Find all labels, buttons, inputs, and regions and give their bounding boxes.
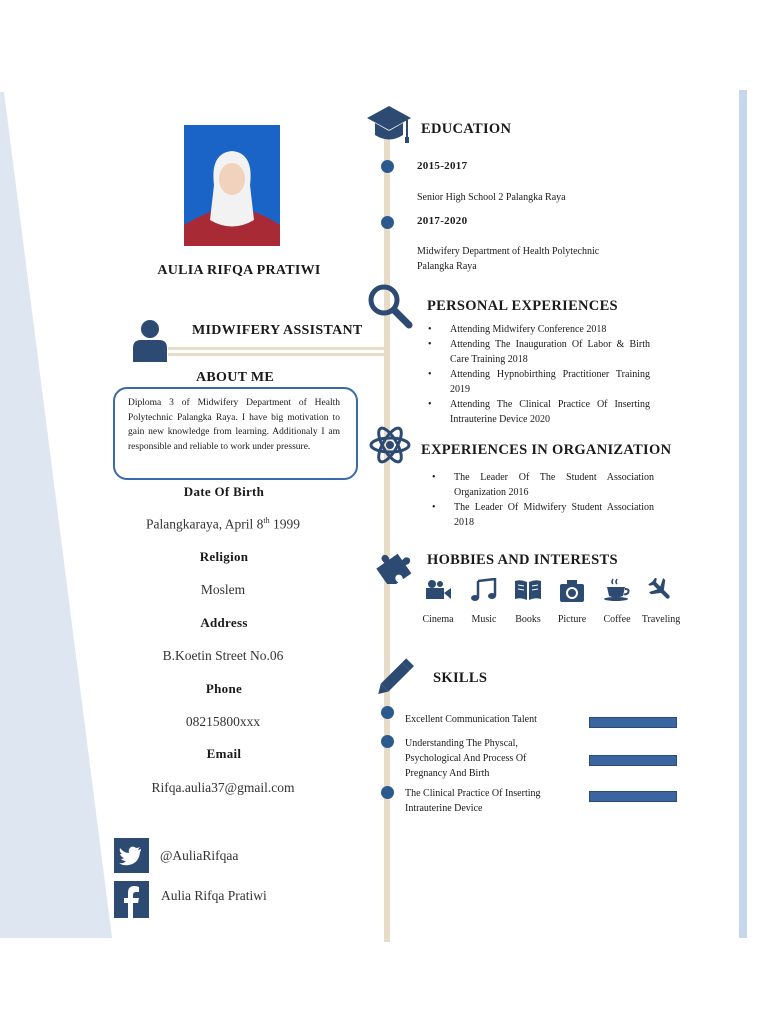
atom-icon: [369, 424, 411, 466]
book-icon: [513, 578, 543, 602]
airplane-icon: [646, 578, 676, 602]
email-label: Email: [206, 746, 242, 761]
left-panel-background: [0, 0, 120, 1024]
organization-list: [432, 470, 654, 530]
hobby-label: Coffee: [603, 614, 631, 625]
list-item: • The Leader Of The Student Association Organization 2016: [432, 470, 654, 500]
dob-value-sup: th: [263, 516, 270, 525]
facebook-name[interactable]: Aulia Rifqa Pratiwi: [161, 888, 267, 903]
list-item: • Attending Hypnobirthing Practitioner Training 2019: [428, 367, 650, 397]
timeline-dot: [381, 706, 394, 719]
twitter-icon[interactable]: [114, 838, 149, 873]
right-edge-bar: [739, 90, 747, 938]
address-value: B.Koetin Street No.06: [162, 648, 284, 663]
dob-value-main: Palangkaraya, April 8: [146, 516, 264, 532]
twitter-handle[interactable]: @AuliaRifqaa: [160, 848, 239, 863]
education-school: Midwifery Department of Health Polytechnic Palangka Raya: [417, 246, 600, 272]
skill-label: Understanding The Physcal, Psychological And Process Of Pregnancy And Birth: [405, 738, 527, 779]
phone-label: Phone: [205, 681, 243, 696]
dob-value: [110, 516, 336, 533]
list-item: • Attending The Inauguration Of Labor & Birth Care Training 2018: [428, 337, 650, 367]
music-note-icon: [469, 578, 499, 602]
phone-value: 08215800xxx: [185, 714, 261, 729]
pencil-icon: [374, 654, 420, 698]
address-label: Address: [200, 615, 248, 630]
education-school: Senior High School 2 Palangka Raya: [417, 192, 566, 203]
camera-icon: [557, 578, 587, 604]
graduation-cap-icon: [366, 104, 412, 146]
list-item: • Attending The Clinical Practice Of Inserting Intrauterine Device 2020: [428, 397, 650, 427]
timeline-dot: [381, 735, 394, 748]
job-title: MIDWIFERY ASSISTANT: [192, 323, 363, 338]
education-years: 2015-2017: [417, 160, 468, 172]
dob-label: Date Of Birth: [183, 484, 265, 499]
hobby-picture: [549, 578, 595, 625]
person-icon: [131, 318, 169, 362]
list-item: • Attending Midwifery Conference 2018: [428, 322, 650, 337]
hobby-label: Books: [515, 614, 541, 625]
video-camera-icon: [423, 578, 453, 602]
facebook-icon[interactable]: [114, 881, 149, 918]
list-item: • The Leader Of Midwifery Student Association 2018: [432, 500, 654, 530]
education-title: EDUCATION: [421, 121, 512, 137]
connector-line: [168, 347, 384, 350]
hobby-cinema: [415, 578, 461, 625]
religion-value: Moslem: [200, 582, 246, 597]
timeline-dot: [381, 786, 394, 799]
skill-label: The Clinical Practice Of Inserting Intrauterine Device: [405, 788, 541, 814]
skill-bar: [589, 791, 677, 802]
about-text: Diploma 3 of Midwifery Department of Health Polytechnic Palangka Raya. I have big motivation to gain new knowledge from learning. Additionaly I am responsible and reliable to work under pressure.: [128, 398, 340, 452]
timeline-dot: [381, 160, 394, 173]
hobby-coffee: [594, 578, 640, 625]
profile-photo: [184, 125, 280, 246]
religion-label: Religion: [199, 549, 249, 564]
connector-line: [168, 353, 384, 356]
organization-title: EXPERIENCES IN ORGANIZATION: [421, 442, 672, 458]
dob-value-end: 1999: [269, 516, 300, 532]
hobby-music: [461, 578, 507, 625]
email-value: Rifqa.aulia37@gmail.com: [151, 780, 295, 795]
timeline-dot: [381, 216, 394, 229]
skills-title: SKILLS: [433, 670, 488, 686]
skill-label: Excellent Communication Talent: [405, 714, 537, 725]
hobby-label: Traveling: [641, 614, 681, 625]
hobby-label: Cinema: [422, 614, 454, 625]
about-title: ABOUT ME: [196, 370, 274, 385]
timeline-line: [384, 130, 390, 942]
personal-experiences-list: [428, 322, 650, 427]
profile-name: AULIA RIFQA PRATIWI: [157, 263, 321, 278]
hobby-label: Picture: [557, 614, 587, 625]
education-years: 2017-2020: [417, 215, 468, 227]
puzzle-icon: [374, 544, 414, 584]
hobby-traveling: [638, 578, 684, 625]
coffee-cup-icon: [602, 578, 632, 602]
magnifier-icon: [367, 283, 413, 329]
hobby-books: [505, 578, 551, 625]
skill-bar: [589, 755, 677, 766]
hobby-label: Music: [471, 614, 497, 625]
skill-bar: [589, 717, 677, 728]
personal-experiences-title: PERSONAL EXPERIENCES: [427, 298, 618, 314]
hobbies-title: HOBBIES AND INTERESTS: [427, 552, 618, 568]
